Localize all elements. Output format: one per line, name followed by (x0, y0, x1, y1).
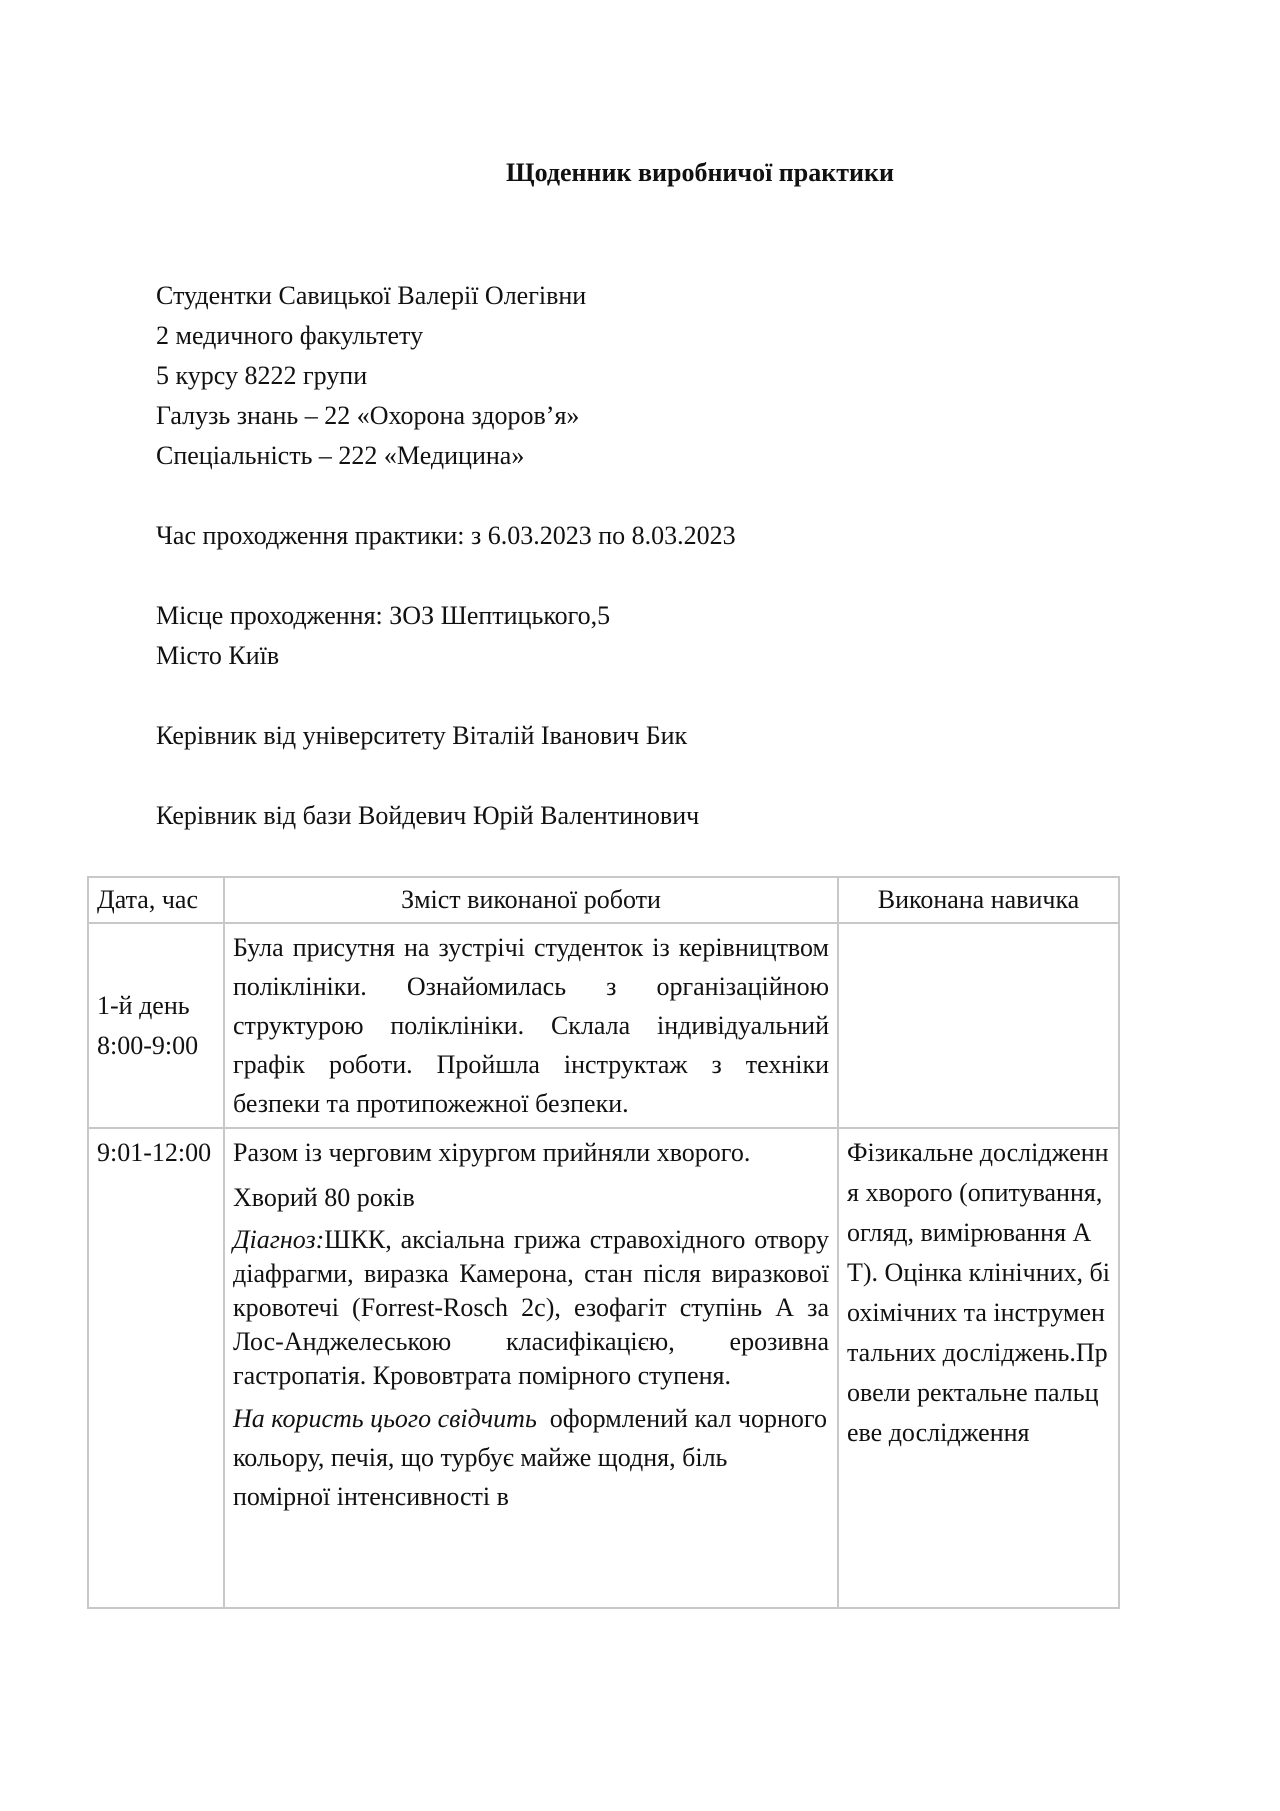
table-row (88, 923, 1119, 1128)
header-skill: Виконана навичка (838, 877, 1119, 923)
student-name: Студентки Савицької Валерії Олегівни (156, 281, 587, 310)
base-supervisor: Керівник від бази Войдевич Юрій Валентинович (156, 801, 700, 830)
row2-content-intro: Разом із черговим хірургом прийняли хворого. (233, 1138, 751, 1167)
specialty: Спеціальність – 222 «Медицина» (156, 441, 525, 470)
row1-content: Була присутня на зустрічі студенток із керівництвом поліклініки. Ознайомилась з організаційною структурою поліклініки. Склала індивідуальний графік роботи. Пройшла інструктаж з техніки безпеки та протипожежної безпеки. (224, 923, 838, 1128)
spacer (156, 676, 1156, 716)
evidence-label: На користь цього свідчить (233, 1404, 537, 1433)
practice-diary-table (87, 876, 1120, 1609)
course-group: 5 курсу 8222 групи (156, 361, 368, 390)
field-of-knowledge: Галузь знань – 22 «Охорона здоров’я» (156, 401, 580, 430)
city: Місто Київ (156, 641, 280, 670)
row2-diagnosis (233, 1223, 829, 1393)
spacer (156, 756, 1156, 796)
header-date: Дата, час (88, 877, 224, 923)
practice-place: Місце проходження: ЗОЗ Шептицького,5 (156, 601, 611, 630)
evidence-text: оформлений кал чорного кольору, печія, що турбує майже щодня, біль помірної інтенсивності в (233, 1404, 834, 1511)
student-info (156, 276, 1156, 836)
university-supervisor: Керівник від університету Віталій Іванович Бик (156, 721, 688, 750)
table-header-row (88, 877, 1119, 923)
practice-period: Час проходження практики: з 6.03.2023 по 8.03.2023 (156, 521, 736, 550)
row1-skill (838, 923, 1119, 1128)
row2-content (224, 1128, 838, 1608)
row2-patient: Хворий 80 років (233, 1183, 415, 1212)
table-row (88, 1128, 1119, 1608)
row2-skill: Фізикальне дослідження хворого (опитування, огляд, вимірювання АТ). Оцінка клінічних, біохімічних та інструментальних досліджень.Провели ректальне пальцеве дослідження (838, 1128, 1119, 1608)
spacer (156, 476, 1156, 516)
row2-evidence (233, 1399, 834, 1516)
spacer (156, 556, 1156, 596)
row2-date: 9:01-12:00 (88, 1128, 224, 1608)
row1-date: 1-й день 8:00-9:00 (88, 923, 224, 1128)
diagnosis-label: Діагноз: (233, 1225, 325, 1254)
header-content: Зміст виконаної роботи (224, 877, 838, 923)
faculty: 2 медичного факультету (156, 321, 424, 350)
page-title: Щоденник виробничої практики (506, 158, 894, 187)
diagnosis-text: ШКК, аксіальна грижа стравохідного отвору діафрагми, виразка Камерона, стан після виразкової кровотечі (Forrest-Rosch 2c), езофагіт ступінь А за Лос-Анджелеською класифікацією, ерозивна гастропатія. Крововтрата помірного ступеня. (233, 1225, 829, 1390)
